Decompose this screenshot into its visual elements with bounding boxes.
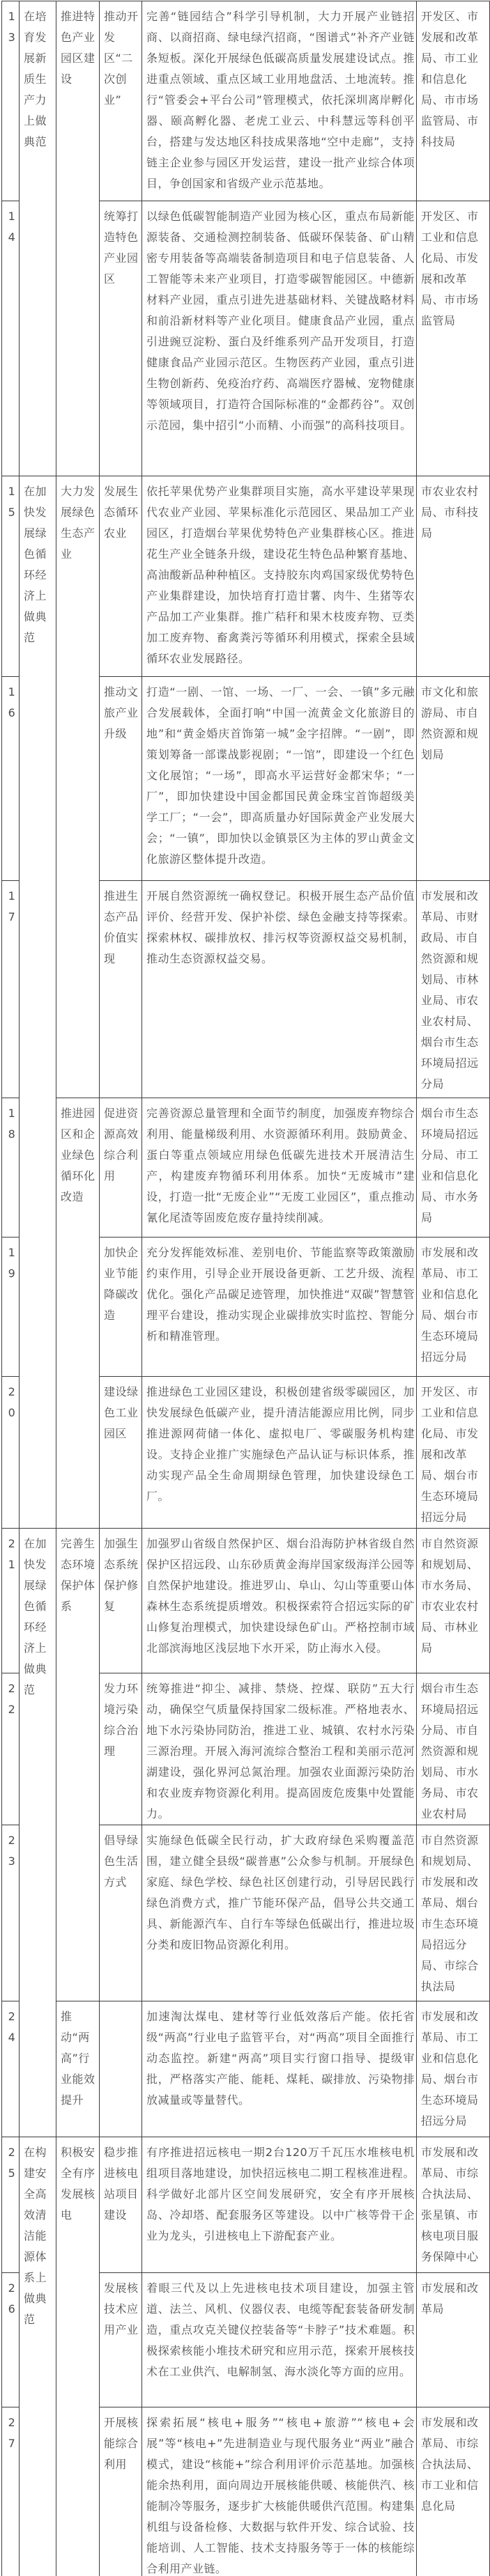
- task-item-cell: 加快企业节能降碳改造: [100, 1238, 142, 1377]
- responsible-depts-cell: 开发区、市工业和信息化局、市发展和改革局、烟台市生态环境局招远分局: [417, 1377, 490, 1529]
- task-detail-cell: 有序推进招远核电一期2台120万千瓦压水堆核电机组项目落地建设，加快招远核电二期工程核准进程。科学做好北部片区空间发展研究，安全有序开展核岛、冷却塔、配套服务区等建设。以中广核等骨干企业为龙头，引进核电上下游配套产业。: [142, 2137, 417, 2273]
- task-item-cell: 推动文旅产业升级: [100, 677, 142, 881]
- responsible-depts-cell: 烟台市生态环境局招远分局、市工业和信息化局、市水务局: [417, 1098, 490, 1238]
- task-item-cell: 统筹打造特色产业园区: [100, 201, 142, 476]
- measure-cell: 推进园区和企业绿色循环化改造: [56, 1098, 100, 1529]
- task-item-cell: [100, 2001, 142, 2137]
- responsible-depts-cell: 开发区、市工业和信息化局、市发展和改革局、市市场监管局: [417, 201, 490, 476]
- task-detail-cell: 充分发挥能效标准、差别电价、节能监察等政策激励约束作用，引导企业开展设备更新、工艺升级、流程优化。强化产品碳足迹管理，加快推进“双碳”智慧管理平台建设，推动实现企业碳排放实时监控、智能分析和精准管理。: [142, 1238, 417, 1377]
- row-number-cell: 21: [2, 1529, 20, 1673]
- task-item-cell: 发展核技术应用产业: [100, 2273, 142, 2407]
- section-cell: 在加快发展绿色循环经济上做典范: [20, 1529, 56, 2137]
- task-item-cell: 倡导绿色生活方式: [100, 1825, 142, 2001]
- task-item-cell: 稳步推进核电站项目建设: [100, 2137, 142, 2273]
- task-detail-cell: 完善资源总量管理和全面节约制度，加强废弃物综合利用、能量梯级利用、水资源循环利用。鼓励黄金、蛋白等重点领域应用绿色低碳先进技术开展清洁生产，构建废弃物循环利用体系。加快“无废城市”建设，打造一批“无废企业”“无废工业园区”，重点推动氰化尾渣等固废危废存量持续削减。: [142, 1098, 417, 1238]
- measure-cell: 完善生态环境保护体系: [56, 1529, 100, 2001]
- task-detail-cell: 探索拓展“核电+服务”“核电+旅游”“核电+会展”等“核电+”先进制造业与现代服务业“两业”融合模式，建设“核能+”综合利用评价示范基地。加强核能余热利用，面向周边开展核能供暖、核能供汽、核能制冷等服务，逐步扩大核能供暖供汽范围。构建集机组与设备检修、大数据与软件开发、综合试验、技能培训、人工智能、技术支持服务等于一体的核能综合利用产业链。: [142, 2407, 417, 2576]
- row-number-cell: 15: [2, 476, 20, 677]
- task-detail-cell: 依托苹果优势产业集群项目实施，高水平建设苹果现代农业产业园、苹果标准化示范园区、果品加工产业园区，打造烟台苹果优势特色产业集群核心区。推进花生产业全链条升级，建设花生特色品种繁育基地、高油酸新品种种植区。支持胶东肉鸡国家级优势特色产业集群建设，加快培育打造甘薯、肉牛、生猪等农产品加工产业集群。推广秸秆和果木枝废弃物、豆类加工废弃物、畜禽粪污等循环利用模式，探索全县域循环农业发展路径。: [142, 476, 417, 677]
- row-number-cell: 19: [2, 1238, 20, 1377]
- row-number-cell: 22: [2, 1673, 20, 1825]
- responsible-depts-cell: 烟台市生态环境局招远分局、市自然资源和规划局、市水务局、市农业农村局: [417, 1673, 490, 1825]
- task-item-cell: 建设绿色工业园区: [100, 1377, 142, 1529]
- table-row: [2, 2001, 490, 2137]
- task-detail-cell: 统筹推进“抑尘、减排、禁烧、控煤、联防”五大行动，确保空气质量保持国家二级标准。严格地表水、地下水污染协同防治，推进工业、城镇、农村水污染三源治理。开展入海河流综合整治工程和美丽示范河湖建设，强化界河总氮治理。加强农业面源污染防治和农业废弃物资源化利用。提高固废危废集中处置能力。: [142, 1673, 417, 1825]
- table-row: [2, 1, 490, 201]
- row-number-cell: 17: [2, 881, 20, 1098]
- row-number-cell: 26: [2, 2273, 20, 2407]
- section-cell: 在培育发展新质生产力上做典范: [20, 1, 56, 476]
- task-detail-cell: 打造“一剧、一馆、一场、一厂、一会、一镇”多元融合发展载体，全面打响“中国一流黄金文化旅游目的地”和“黄金婚庆首饰第一城”金字招牌。“一剧”，即策划筹备一部谍战影视剧；“一馆”，即建设一个红色文化展馆；“一场”，即高水平运营好金都宋华；“一厂”，即加快建设中国金都国民黄金珠宝首饰超级美学工厂；“一会”，即高质量办好国际黄金产业发展大会；“一镇”，即加快以金镇景区为主体的罗山黄金文化旅游区整体提升改造。: [142, 677, 417, 881]
- row-number-cell: 24: [2, 2001, 20, 2137]
- responsible-depts-cell: 市发展和改革局、市综合执法局、张星镇、市核电项目服务保障中心: [417, 2137, 490, 2273]
- row-number-cell: 20: [2, 1377, 20, 1529]
- responsible-depts-cell: 市发展和改革局: [417, 2273, 490, 2407]
- task-detail-cell: 着眼三代及以上先进核电技术项目建设，加强主管道、法兰、风机、仪器仪表、电缆等配套装备研发制造，重点攻克关键仪控装备等“卡脖子”技术难题。积极探索核能小堆技术研究和应用示范，探索开展核技术在工业供汽、电解制氢、海水淡化等方面的应用。: [142, 2273, 417, 2407]
- task-detail-cell: 开展自然资源统一确权登记。积极开展生态产品价值评价、经营开发、保护补偿、绿色金融支持等探索。探索林权、碳排放权、排污权等资源权益交易机制，推动生态资源权益交易。: [142, 881, 417, 1098]
- row-number-cell: 16: [2, 677, 20, 881]
- responsible-depts-cell: 市发展和改革局、市财政局、市自然资源和规划局、市林业局、市农业农村局、烟台市生态环境局招远分局: [417, 881, 490, 1098]
- responsible-depts-cell: 市发展和改革局、市综合执法局、市工业和信息化局: [417, 2407, 490, 2576]
- row-number-cell: 14: [2, 201, 20, 476]
- measure-cell: 大力发展绿色生态产业: [56, 476, 100, 1098]
- responsible-depts-cell: 市农业农村局、市科技局: [417, 476, 490, 677]
- responsible-depts-cell: 市发展和改革局、市工业和信息化局、烟台市生态环境局招远分局: [417, 2001, 490, 2137]
- task-detail-cell: 完善“链园结合”科学引导机制，大力开展产业链招商、以商招商、绿电绿汽招商，“图谱式”补齐产业链条短板。深化开展绿色低碳高质量发展建设试点。推进重点领域、重点区域工业用地盘活、土地流转。推行“管委会+平台公司”管理模式，依托深圳离岸孵化器、颐高孵化器、老虎工业云、中科慧远等科创平台，搭建与发达地区科技成果落地“空中走廊”，支持链主企业参与园区开发运营，建设一批产业综合体项目，争创国家和省级产业示范基地。: [142, 1, 417, 201]
- row-number-cell: 27: [2, 2407, 20, 2576]
- row-number-cell: 18: [2, 1098, 20, 1238]
- task-item-cell: 促进资源高效综合利用: [100, 1098, 142, 1238]
- task-detail-cell: 加速淘汰煤电、建材等行业低效落后产能。依托省级“两高”行业电子监管平台，对“两高”项目全面推行动态监控。新建“两高”项目实行窗口指导、提级审批，严格落实产能、能耗、煤耗、碳排放、污染物排放减量或等量替代。: [142, 2001, 417, 2137]
- responsible-depts-cell: 市自然资源和规划局、市水务局、市农业农村局、市林业局: [417, 1529, 490, 1673]
- task-item-cell: 发展生态循环农业: [100, 476, 142, 677]
- task-item-cell: 推动开发区“二次创业”: [100, 1, 142, 201]
- task-division-table: [1, 1, 490, 2576]
- row-number-cell: 25: [2, 2137, 20, 2273]
- task-item-cell: 推进生态产品价值实现: [100, 881, 142, 1098]
- task-item-cell: 发力环境污染综合治理: [100, 1673, 142, 1825]
- measure-cell: 推进特色产业园区建设: [56, 1, 100, 476]
- table-row: [2, 1098, 490, 1238]
- table-row: [2, 1529, 490, 1673]
- section-cell: 在加快发展绿色循环经济上做典范: [20, 476, 56, 1529]
- row-number-cell: 23: [2, 1825, 20, 2001]
- section-cell: 在构建安全高效清洁能源体系上做典范: [20, 2137, 56, 2576]
- responsible-depts-cell: 市文化和旅游局、市自然资源和规划局: [417, 677, 490, 881]
- task-detail-cell: 实施绿色低碳全民行动，扩大政府绿色采购覆盖范围，建立健全县级“碳普惠”公众参与机制。开展绿色家庭、绿色学校、绿色社区创建行动，引导居民践行绿色消费方式，推广节能环保产品，倡导公共交通工具、新能源汽车、自行车等绿色低碳出行，推进垃圾分类和废旧物品资源化利用。: [142, 1825, 417, 2001]
- responsible-depts-cell: 开发区、市发展和改革局、市工业和信息化局、市市场监管局、市科技局: [417, 1, 490, 201]
- measure-cell: 推动“两高”行业能效提升: [56, 2001, 100, 2137]
- table-row: [2, 476, 490, 677]
- responsible-depts-cell: 市发展和改革局、市工业和信息化局、烟台市生态环境局招远分局: [417, 1238, 490, 1377]
- task-item-cell: 加强生态系统保护修复: [100, 1529, 142, 1673]
- responsible-depts-cell: 市自然资源和规划局、市发展和改革局、烟台市生态环境局招远分局、市综合执法局: [417, 1825, 490, 2001]
- row-number-cell: 13: [2, 1, 20, 201]
- task-item-cell: 开展核能综合利用: [100, 2407, 142, 2576]
- measure-cell: 积极安全有序发展核电: [56, 2137, 100, 2576]
- task-detail-cell: 加强罗山省级自然保护区、烟台沿海防护林省级自然保护区招远段、山东砂质黄金海岸国家级海洋公园等自然保护地建设。推进罗山、阜山、勾山等重要山体森林生态系统提质增效。积极探索符合招远实际的矿山修复治理模式，加快建设绿色矿山。严格控制市域北部滨海地区浅层地下水开采，防止海水入侵。: [142, 1529, 417, 1673]
- task-detail-cell: 推进绿色工业园区建设，积极创建省级零碳园区，加快发展绿色低碳产业，提升清洁能源应用比例，同步推进源网荷储一体化、虚拟电厂、零碳服务机构建设。支持企业推广实施绿色产品认证与标识体系，推动实现产品全生命周期绿色管理，加快建设绿色工厂。: [142, 1377, 417, 1529]
- task-detail-cell: 以绿色低碳智能制造产业园为核心区，重点布局新能源装备、交通检测控制装备、低碳环保装备、矿山精密专用装备等高端装备制造项目和电子信息装备、人工智能等未来产业项目，打造零碳智能园区。中德新材料产业园，重点引进先进基础材料、关键战略材料和前沿新材料等产业化项目。健康食品产业园，重点引进豌豆淀粉、蛋白及纤维系列产品开发项目，打造健康食品产业园示范区。生物医药产业园，重点引进生物创新药、免疫治疗药、高端医疗器械、宠物健康等领域项目，打造符合国际标准的“金都药谷”。双创示范园，集中招引“小而精、小而强”的高科技项目。: [142, 201, 417, 476]
- table-row: [2, 2137, 490, 2273]
